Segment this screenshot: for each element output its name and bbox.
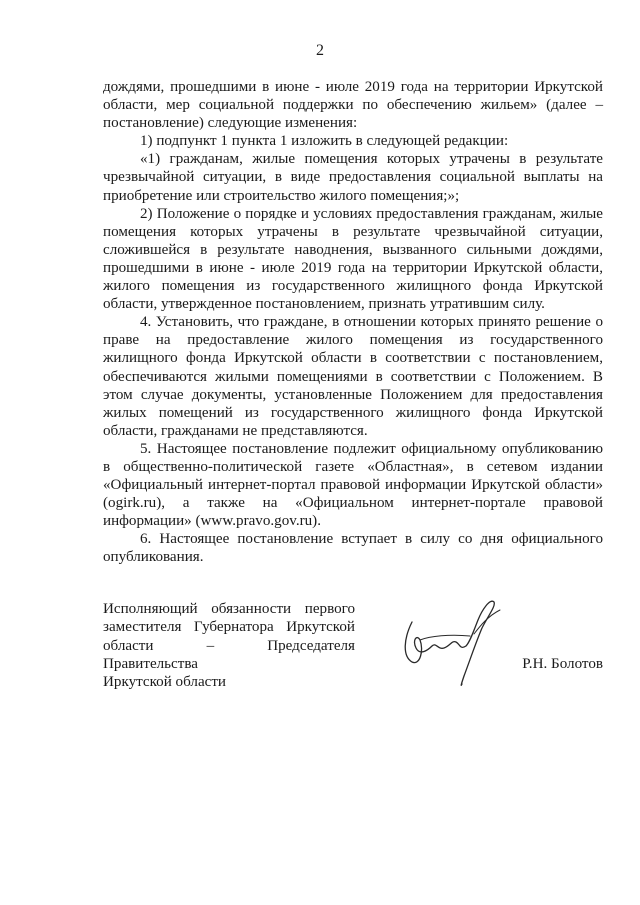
signature-block [103, 600, 603, 700]
signer-title-line: области – Председателя Правительства [103, 637, 355, 672]
paragraph-continuation: дождями, прошедшими в июне - июле 2019 года на территории Иркутской области, мер социальной поддержки по обеспечению жильем» (далее – постановление) следующие изменения: [103, 79, 603, 132]
signer-title-line: Иркутской области [103, 674, 227, 691]
paragraph-item-4: 4. Установить, что граждане, в отношении которых принято решение о праве на предоставление жилого помещения из государственного жилищного фонда Иркутской области в соответствии с постановлением, обеспечиваются жилыми помещениями в соответствии с Положением. В этом случае документы, установленные Положением для предоставления жилых помещений из государственного жилищного фонда Иркутской области, гражданами не представляются. [103, 314, 603, 439]
paragraph-subitem-1: 1) подпункт 1 пункта 1 изложить в следующей редакции: [140, 133, 509, 150]
signer-title [103, 600, 355, 691]
handwritten-signature [390, 590, 510, 700]
paragraph-item-5: 5. Настоящее постановление подлежит официальному опубликованию в общественно-политической газете «Областная», в сетевом издании «Официальный интернет-портал правовой информации Иркутской области» (ogirk.ru), а также на «Официальном интернет-портале правовой информации» (www.pravo.gov.ru). [103, 440, 603, 530]
signer-title-line: заместителя Губернатора Иркутской [103, 619, 355, 636]
document-body [103, 78, 603, 567]
paragraph-quoted-subitem: «1) гражданам, жилые помещения которых утрачены в результате чрезвычайной ситуации, в виде предоставления социальной выплаты на приобретение или строительство жилого помещения;»; [103, 151, 603, 204]
page-number: 2 [316, 42, 324, 59]
signer-title-line: Исполняющий обязанности первого [103, 601, 355, 617]
paragraph-subitem-2: 2) Положение о порядке и условиях предоставления гражданам, жилые помещения которых утрачены в результате чрезвычайной ситуации, сложившейся в результате наводнения, вызванного сильными дождями, прошедшими в июне - июле 2019 года на территории Иркутской области, жилого помещения из государственного жилищного фонда Иркутской области, утвержденное постановлением, признать утратившим силу. [103, 205, 603, 313]
signer-name: Р.Н. Болотов [522, 656, 603, 672]
paragraph-item-6: 6. Настоящее постановление вступает в силу со дня официального опубликования. [103, 531, 603, 566]
